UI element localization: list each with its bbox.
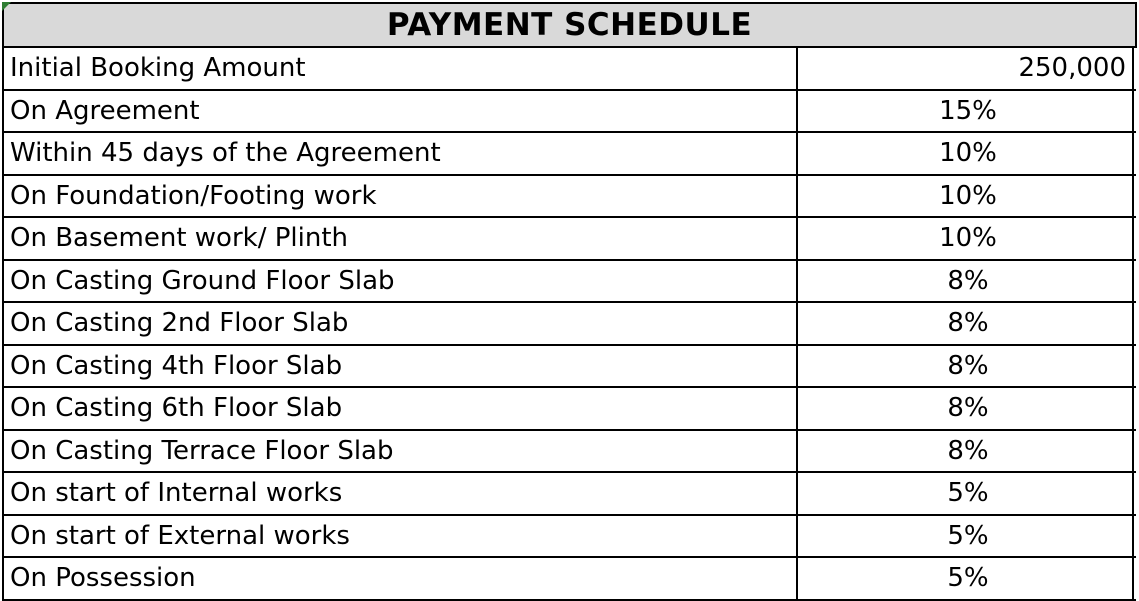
table-row [2,473,1136,516]
table-row [2,388,1136,431]
table-row [2,431,1136,474]
row-value: 8% [798,303,1134,344]
table-row [2,133,1136,176]
row-label: On Casting 6th Floor Slab [2,388,798,429]
row-value: 8% [798,431,1134,472]
row-label: On Casting Terrace Floor Slab [2,431,798,472]
cell-marker-icon [2,2,11,11]
table-row [2,303,1136,346]
row-value: 8% [798,388,1134,429]
row-label: On Basement work/ Plinth [2,218,798,259]
table-row [2,516,1136,559]
row-value: 5% [798,516,1134,557]
row-value: 10% [798,176,1134,217]
table-row [2,218,1136,261]
row-label: On Foundation/Footing work [2,176,798,217]
table-row [2,176,1136,219]
row-value: 10% [798,133,1134,174]
row-label: On start of External works [2,516,798,557]
row-label: On Agreement [2,91,798,132]
row-value: 5% [798,558,1134,599]
payment-schedule-table [2,2,1136,600]
table-row [2,346,1136,389]
row-label: On Casting Ground Floor Slab [2,261,798,302]
table-row [2,261,1136,304]
table-row [2,91,1136,134]
row-label: On Possession [2,558,798,599]
row-value: 10% [798,218,1134,259]
row-label: Within 45 days of the Agreement [2,133,798,174]
schedule-rows [2,48,1136,601]
row-label: Initial Booking Amount [2,48,798,89]
table-title: PAYMENT SCHEDULE [2,2,1137,48]
row-value: 15% [798,91,1134,132]
row-value: 250,000 [798,48,1134,89]
row-value: 8% [798,346,1134,387]
table-row [2,48,1136,91]
row-value: 5% [798,473,1134,514]
row-label: On Casting 4th Floor Slab [2,346,798,387]
row-value: 8% [798,261,1134,302]
row-label: On start of Internal works [2,473,798,514]
row-label: On Casting 2nd Floor Slab [2,303,798,344]
table-row [2,558,1136,601]
